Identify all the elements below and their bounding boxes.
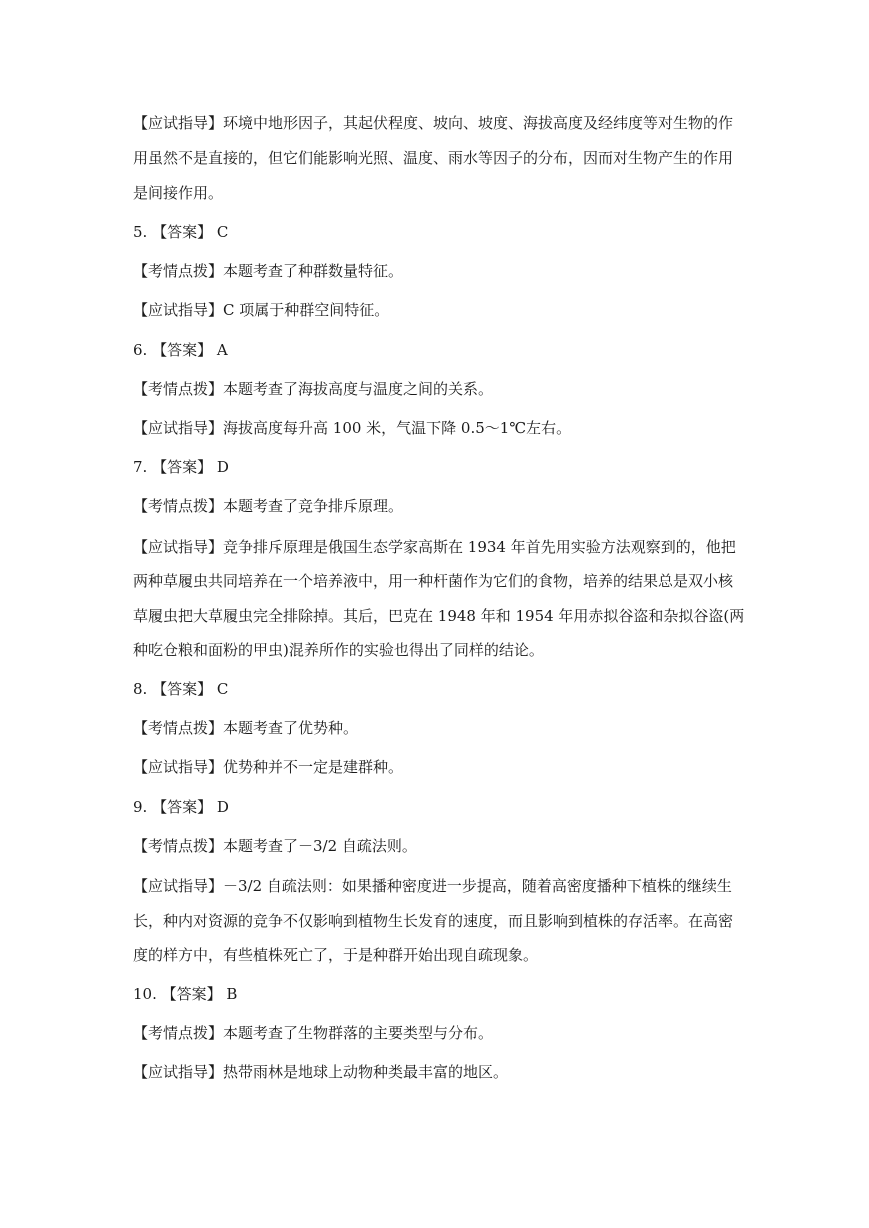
answer-line: 6. 【答案】 A [133, 341, 228, 359]
analysis-line: 【考情点拨】本题考查了优势种。 [133, 719, 359, 737]
analysis-line: 【考情点拨】本题考查了种群数量特征。 [133, 262, 404, 280]
paragraph-line: 度的样方中，有些植株死亡了，于是种群开始出现自疏现象。 [133, 946, 539, 964]
answer-line: 5. 【答案】 C [133, 223, 229, 241]
paragraph-line: 是间接作用。 [133, 184, 224, 202]
paragraph-line: 【应试指导】环境中地形因子，其起伏程度、坡向、坡度、海拔高度及经纬度等对生物的作 [133, 114, 734, 132]
paragraph-line: 两种草履虫共同培养在一个培养液中，用一种杆菌作为它们的食物，培养的结果总是双小核 [133, 572, 734, 590]
answer-line: 8. 【答案】 C [133, 680, 229, 698]
paragraph-line: 【应试指导】－3/2 自疏法则：如果播种密度进一步提高，随着高密度播种下植株的继续生 [133, 877, 732, 895]
analysis-line: 【考情点拨】本题考查了生物群落的主要类型与分布。 [133, 1024, 494, 1042]
paragraph-line: 【应试指导】竞争排斥原理是俄国生态学家高斯在 1934 年首先用实验方法观察到的，他把 [133, 538, 736, 556]
answer-line: 9. 【答案】 D [133, 798, 229, 816]
answer-line: 7. 【答案】 D [133, 458, 229, 476]
paragraph-line: 用虽然不是直接的，但它们能影响光照、温度、雨水等因子的分布，因而对生物产生的作用 [133, 149, 734, 167]
answer-line: 10. 【答案】 B [133, 985, 238, 1003]
guidance-line: 【应试指导】C 项属于种群空间特征。 [133, 301, 390, 319]
paragraph-line: 种吃仓粮和面粉的甲虫)混养所作的实验也得出了同样的结论。 [133, 641, 544, 659]
guidance-line: 【应试指导】海拔高度每升高 100 米，气温下降 0.5～1℃左右。 [133, 419, 572, 437]
paragraph-line: 长，种内对资源的竞争不仅影响到植物生长发育的速度，而且影响到植株的存活率。在高密 [133, 912, 734, 930]
paragraph-line: 草履虫把大草履虫完全排除掉。其后，巴克在 1948 年和 1954 年用赤拟谷盗和杂拟谷盗(两 [133, 607, 745, 625]
analysis-line: 【考情点拨】本题考查了－3/2 自疏法则。 [133, 837, 417, 855]
analysis-line: 【考情点拨】本题考查了竞争排斥原理。 [133, 497, 404, 515]
guidance-line: 【应试指导】优势种并不一定是建群种。 [133, 758, 404, 776]
guidance-line: 【应试指导】热带雨林是地球上动物种类最丰富的地区。 [133, 1063, 509, 1081]
analysis-line: 【考情点拨】本题考查了海拔高度与温度之间的关系。 [133, 380, 494, 398]
